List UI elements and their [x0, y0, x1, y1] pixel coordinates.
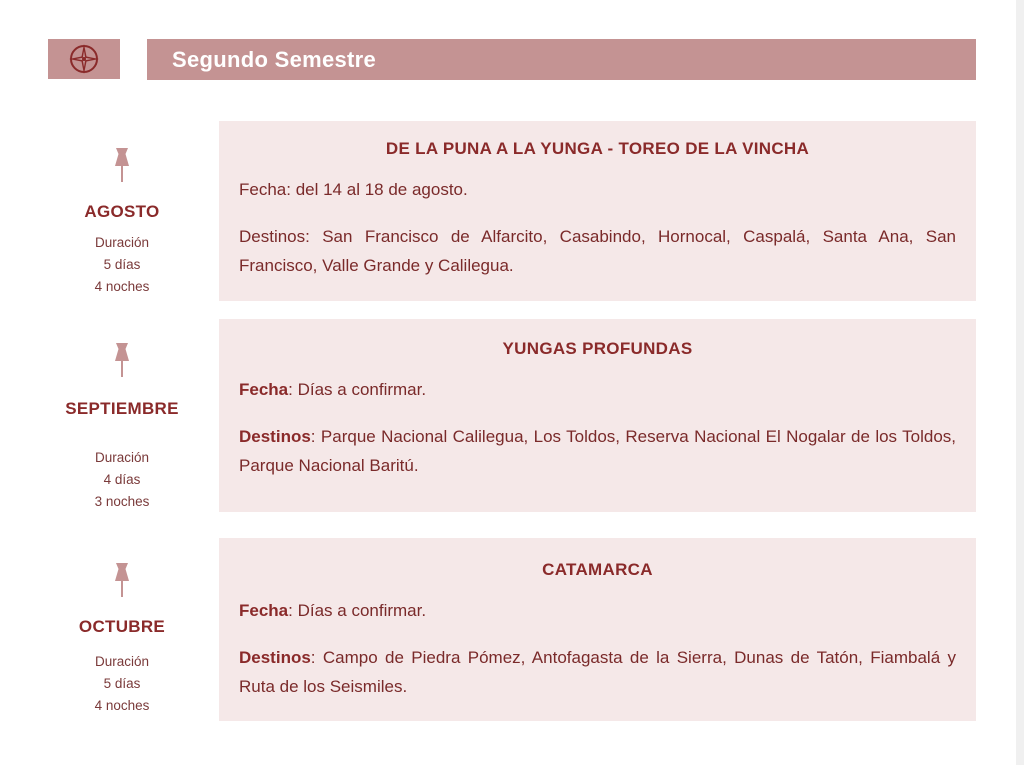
duration-nights: 4 noches: [94, 698, 150, 713]
pushpin-icon: [112, 146, 132, 184]
trip-card-octubre: [219, 538, 976, 721]
fecha-label: Fecha: [239, 380, 289, 399]
destinos-value: : Campo de Piedra Pómez, Antofagasta de la Sierra, Dunas de Tatón, Fiambalá y Ruta de los Seismiles.: [239, 648, 956, 696]
section-title: Segundo Semestre: [172, 46, 377, 72]
section-header: [147, 39, 976, 80]
month-info-agosto: [40, 146, 204, 298]
trip-card-septiembre: [219, 319, 976, 512]
trip-title: DE LA PUNA A LA YUNGA - TOREO DE LA VINCHA: [385, 139, 810, 158]
pushpin-icon: [112, 341, 132, 379]
trip-fecha: Fecha: del 14 al 18 de agosto.: [239, 180, 468, 199]
month-name: OCTUBRE: [78, 617, 166, 636]
trip-destinos: Destinos: San Francisco de Alfarcito, Casabindo, Hornocal, Caspalá, Santa Ana, San Francisco, Valle Grande y Calilegua.: [239, 227, 956, 275]
month-info-septiembre: [40, 341, 204, 513]
trip-fecha: [239, 596, 956, 625]
trip-title: CATAMARCA: [542, 560, 653, 579]
compass-rose-icon: [67, 42, 101, 76]
duration-label: Duración: [94, 450, 150, 465]
fecha-label: Fecha: [239, 601, 289, 620]
duration-days: 5 días: [103, 257, 141, 272]
duration-days: 4 días: [103, 472, 141, 487]
duration-nights: 4 noches: [94, 279, 150, 294]
duration-label: Duración: [94, 235, 150, 250]
trip-fecha: [239, 375, 956, 404]
fecha-value: : Días a confirmar.: [288, 380, 427, 399]
destinos-value: : Parque Nacional Calilegua, Los Toldos, Reserva Nacional El Nogalar de los Toldos, Parque Nacional Baritú.: [239, 427, 956, 475]
trip-destinos: [239, 643, 956, 701]
trip-card-agosto: [219, 121, 976, 301]
page-edge: [1016, 0, 1024, 765]
month-name: SEPTIEMBRE: [65, 399, 179, 418]
destinos-label: Destinos: [239, 427, 311, 446]
month-name: AGOSTO: [84, 202, 160, 221]
trip-title: YUNGAS PROFUNDAS: [502, 339, 693, 358]
compass-badge: [48, 39, 120, 79]
duration-nights: 3 noches: [94, 494, 150, 509]
fecha-value: : Días a confirmar.: [288, 601, 427, 620]
duration-label: Duración: [94, 654, 150, 669]
trip-destinos: [239, 422, 956, 480]
month-info-octubre: [40, 561, 204, 717]
duration-days: 5 días: [103, 676, 141, 691]
pushpin-icon: [112, 561, 132, 599]
destinos-label: Destinos: [239, 648, 311, 667]
